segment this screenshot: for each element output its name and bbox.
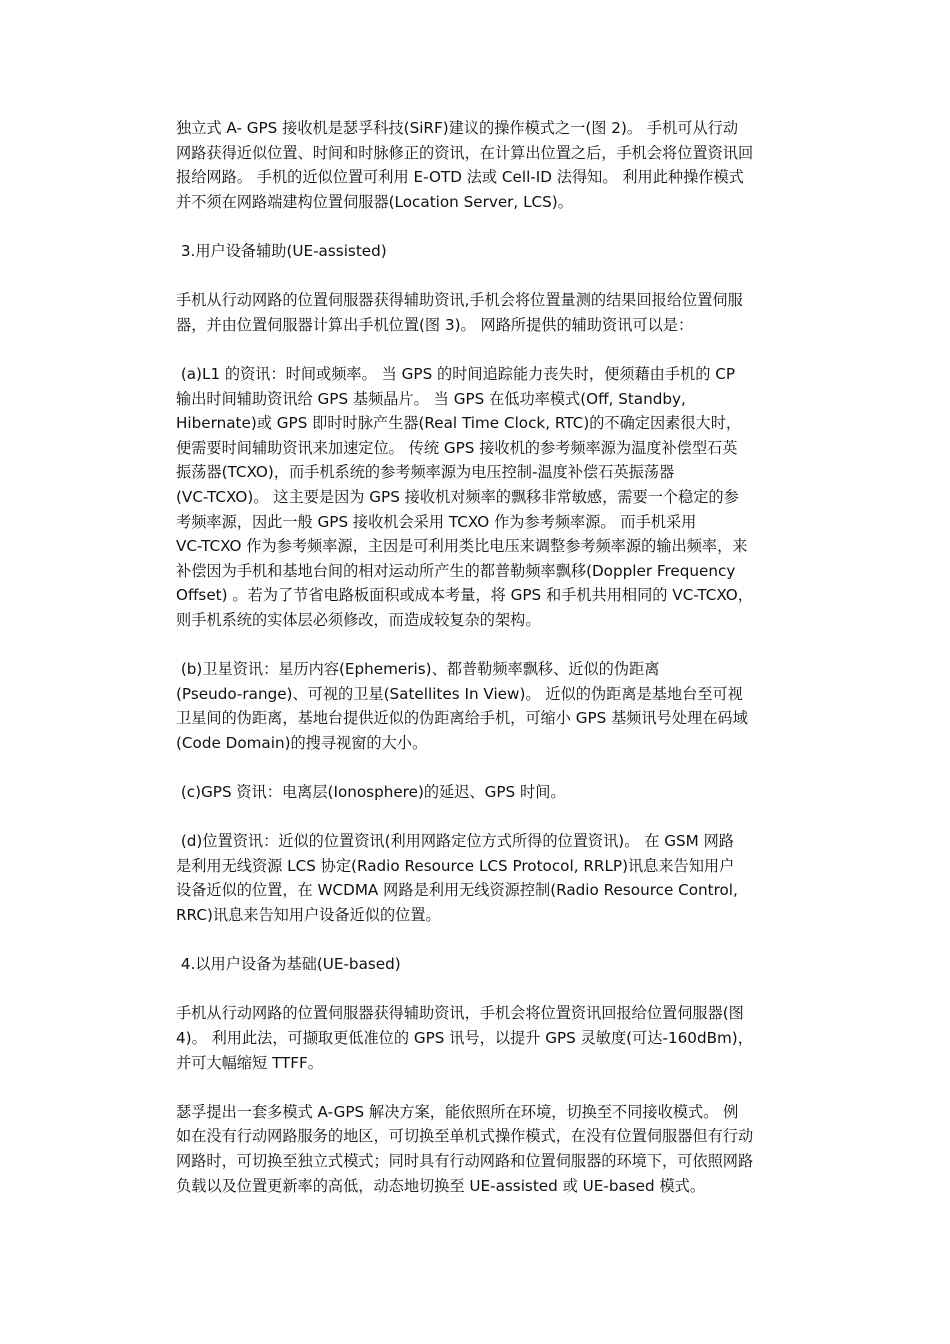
text-line: 瑟孚提出一套多模式 A-GPS 解决方案，能依照所在环境，切换至不同接收模式。 例 <box>176 1102 739 1121</box>
text-line: Hibernate)或 GPS 即时时脉产生器(Real Time Clock, RTC)的不确定因素很大时， <box>176 414 742 433</box>
text-line: 卫星间的伪距离，基地台提供近似的伪距离给手机，可缩小 GPS 基频讯号处理在码域 <box>176 709 748 728</box>
text-line: (VC-TCXO)。 这主要是因为 GPS 接收机对频率的飘移非常敏感，需要一个稳定的参 <box>176 487 739 506</box>
text-line: 器，并由位置伺服器计算出手机位置(图 3)。 网路所提供的辅助资讯可以是： <box>176 315 694 334</box>
paragraph-gap <box>176 805 776 830</box>
paragraph-heading-ue-assisted <box>176 239 776 264</box>
text-line: 考频率源，因此一般 GPS 接收机会采用 TCXO 作为参考频率源。 而手机采用 <box>176 512 697 531</box>
paragraph-heading-ue-based <box>176 952 776 977</box>
paragraph-multimode <box>176 1100 776 1198</box>
text-line: 负载以及位置更新率的高低，动态地切换至 UE-assisted 或 UE-based 模式。 <box>176 1176 706 1195</box>
text-line: (Pseudo-range)、可视的卫星(Satellites In View)。 近似的伪距离是基地台至可视 <box>176 684 743 703</box>
paragraph-ue-based-body <box>176 1001 776 1075</box>
text-line: (d)位置资讯：近似的位置资讯(利用网路定位方式所得的位置资讯)。 在 GSM 网路 <box>176 832 734 851</box>
paragraph-item-a <box>176 362 776 633</box>
paragraph-gap <box>176 928 776 953</box>
text-line: 是利用无线资源 LCS 协定(Radio Resource LCS Protocol, RRLP)讯息来告知用户 <box>176 856 735 875</box>
document-page <box>176 116 776 1198</box>
paragraph-gap <box>176 264 776 289</box>
text-line: (Code Domain)的搜寻视窗的大小。 <box>176 733 428 752</box>
text-line: 手机从行动网路的位置伺服器获得辅助资讯,手机会将位置量测的结果回报给位置伺服 <box>176 291 743 310</box>
text-line: 4.以用户设备为基础(UE-based) <box>176 955 401 974</box>
paragraph-standalone <box>176 116 776 214</box>
paragraph-gap <box>176 755 776 780</box>
text-line: 补偿因为手机和基地台间的相对运动所产生的都普勒频率飘移(Doppler Frequency <box>176 561 736 580</box>
paragraph-gap <box>176 1075 776 1100</box>
text-line: VC-TCXO 作为参考频率源，主因是可利用类比电压来调整参考频率源的输出频率，来 <box>176 537 748 556</box>
text-line: 如在没有行动网路服务的地区，可切换至单机式操作模式，在没有位置伺服器但有行动 <box>176 1127 754 1146</box>
text-line: 并可大幅缩短 TTFF。 <box>176 1053 323 1072</box>
text-line: 4)。 利用此法，可撷取更低准位的 GPS 讯号，以提升 GPS 灵敏度(可达-160dBm)， <box>176 1028 753 1047</box>
text-line: 独立式 A- GPS 接收机是瑟孚科技(SiRF)建议的操作模式之一(图 2)。 手机可从行动 <box>176 119 739 137</box>
text-line: Offset) 。若为了节省电路板面积或成本考量，将 GPS 和手机共用相同的 VC-TCXO， <box>176 586 753 605</box>
paragraph-item-b <box>176 657 776 755</box>
text-line: 手机从行动网路的位置伺服器获得辅助资讯，手机会将位置资讯回报给位置伺服器(图 <box>176 1004 744 1023</box>
paragraph-gap <box>176 632 776 657</box>
text-line: 网路时，可切换至独立式模式；同时具有行动网路和位置伺服器的环境下，可依照网路 <box>176 1151 754 1170</box>
paragraph-ue-assisted-body <box>176 288 776 337</box>
text-line: 输出时间辅助资讯给 GPS 基频晶片。 当 GPS 在低功率模式(Off, Standby, <box>176 389 686 408</box>
paragraph-gap <box>176 214 776 239</box>
text-line: RRC)讯息来告知用户设备近似的位置。 <box>176 906 441 924</box>
text-line: 并不须在网路端建构位置伺服器(Location Server, LCS)。 <box>176 192 573 211</box>
text-line: 便需要时间辅助资讯来加速定位。 传统 GPS 接收机的参考频率源为温度补偿型石英 <box>176 438 738 457</box>
paragraph-item-c <box>176 780 776 805</box>
paragraph-gap <box>176 977 776 1002</box>
paragraph-gap <box>176 337 776 362</box>
text-line: (b)卫星资讯：星历内容(Ephemeris)、都普勒频率飘移、近似的伪距离 <box>176 660 660 679</box>
paragraph-item-d <box>176 829 776 927</box>
text-line: 设备近似的位置，在 WCDMA 网路是利用无线资源控制(Radio Resource Control, <box>176 881 738 900</box>
text-line: 报给网路。 手机的近似位置可利用 E-OTD 法或 Cell-ID 法得知。 利用此种操作模式 <box>176 168 744 187</box>
text-line: 则手机系统的实体层必须修改，而造成较复杂的架构。 <box>176 610 541 629</box>
text-line: (c)GPS 资讯：电离层(Ionosphere)的延迟、GPS 时间。 <box>176 783 566 802</box>
text-line: 振荡器(TCXO)，而手机系统的参考频率源为电压控制-温度补偿石英振荡器 <box>176 463 675 482</box>
text-line: (a)L1 的资讯：时间或频率。 当 GPS 的时间追踪能力丧失时，便须藉由手机的 CP <box>176 364 736 383</box>
text-line: 网路获得近似位置、时间和时脉修正的资讯，在计算出位置之后，手机会将位置资讯回 <box>176 143 754 162</box>
text-line: 3.用户设备辅助(UE-assisted) <box>176 241 387 260</box>
